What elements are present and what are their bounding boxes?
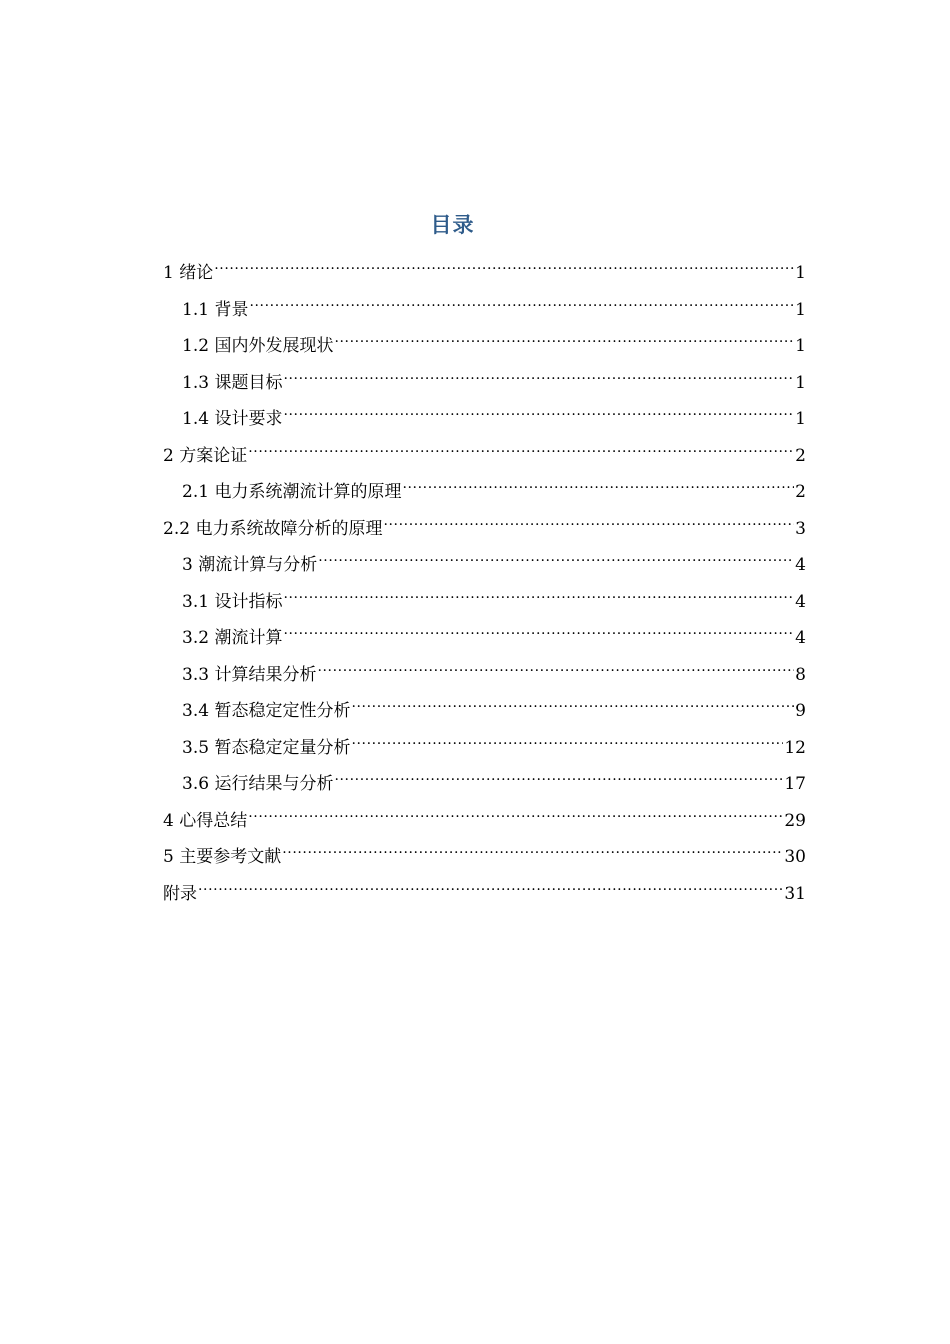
toc-entry[interactable] [163, 873, 806, 910]
toc-entry[interactable] [163, 508, 806, 545]
toc-page-number: 1 [795, 336, 806, 356]
toc-dot-leader [283, 362, 794, 388]
toc-entry-label: 1.1 背景 [182, 299, 249, 320]
toc-page-number: 9 [795, 701, 806, 721]
toc-dot-leader [248, 435, 794, 461]
toc-dot-leader [282, 836, 783, 862]
toc-entry-label: 1.4 设计要求 [182, 409, 283, 429]
toc-dot-leader [248, 800, 783, 826]
toc-page-number: 1 [795, 409, 806, 429]
toc-dot-leader [351, 690, 794, 716]
toc-dot-leader [198, 873, 783, 899]
toc-entry[interactable] [163, 544, 806, 581]
toc-dot-leader [249, 289, 794, 315]
toc-entry-label: 3.3 计算结果分析 [182, 664, 317, 685]
toc-page-number: 1 [795, 263, 806, 283]
toc-page-number: 2 [795, 445, 806, 466]
toc-entry[interactable] [163, 435, 806, 472]
toc-dot-leader [317, 654, 794, 680]
toc-dot-leader [283, 398, 794, 424]
toc-entry[interactable] [163, 800, 806, 837]
toc-entry-label: 3.2 潮流计算 [182, 628, 283, 648]
toc-page-number: 31 [784, 883, 806, 904]
toc-entry[interactable] [163, 289, 806, 326]
toc-page-number: 4 [795, 555, 806, 575]
toc-dot-leader [283, 581, 794, 607]
toc-page-number: 12 [784, 737, 806, 758]
toc-page-number: 2 [795, 482, 806, 502]
toc-entry-label: 3.6 运行结果与分析 [182, 774, 334, 794]
toc-page-number: 1 [795, 372, 806, 393]
toc-dot-leader [402, 471, 794, 497]
toc-entry-label: 附录 [163, 883, 197, 904]
toc-dot-leader [214, 252, 794, 278]
toc-page-number: 17 [784, 774, 806, 794]
toc-page-number: 1 [795, 299, 806, 320]
toc-entry-label: 3.5 暂态稳定定量分析 [182, 737, 351, 758]
toc-entry[interactable] [163, 654, 806, 691]
toc-page-number: 4 [795, 591, 806, 612]
toc-title: 目录 [430, 213, 475, 237]
toc-list [163, 252, 806, 909]
toc-entry[interactable] [163, 252, 806, 289]
toc-entry-label: 3 潮流计算与分析 [182, 555, 318, 575]
toc-dot-leader [334, 763, 783, 789]
toc-entry[interactable] [163, 581, 806, 618]
toc-page-number: 29 [784, 810, 806, 831]
toc-dot-leader [283, 617, 794, 643]
toc-entry[interactable] [163, 836, 806, 873]
toc-entry-label: 4 心得总结 [163, 810, 248, 831]
toc-entry[interactable] [163, 617, 806, 654]
toc-page-number: 8 [795, 664, 806, 685]
toc-page-number: 30 [784, 847, 806, 867]
toc-entry-label: 1.2 国内外发展现状 [182, 336, 334, 356]
toc-entry[interactable] [163, 727, 806, 764]
toc-entry-label: 1 绪论 [163, 263, 214, 283]
toc-entry[interactable] [163, 398, 806, 435]
toc-entry[interactable] [163, 763, 806, 800]
toc-entry[interactable] [163, 362, 806, 399]
toc-entry-label: 2 方案论证 [163, 445, 248, 466]
toc-dot-leader [351, 727, 783, 753]
toc-page-number: 3 [795, 518, 806, 539]
toc-entry[interactable] [163, 690, 806, 727]
toc-entry-label: 3.4 暂态稳定定性分析 [182, 701, 351, 721]
toc-entry-label: 2.1 电力系统潮流计算的原理 [182, 482, 402, 502]
toc-entry-label: 1.3 课题目标 [182, 372, 283, 393]
toc-entry-label: 5 主要参考文献 [163, 847, 282, 867]
toc-page-number: 4 [795, 628, 806, 648]
toc-dot-leader [334, 325, 794, 351]
toc-entry[interactable] [163, 471, 806, 508]
toc-dot-leader [318, 544, 794, 570]
toc-entry-label: 2.2 电力系统故障分析的原理 [163, 518, 383, 539]
toc-entry-label: 3.1 设计指标 [182, 591, 283, 612]
toc-dot-leader [383, 508, 794, 534]
toc-entry[interactable] [163, 325, 806, 362]
